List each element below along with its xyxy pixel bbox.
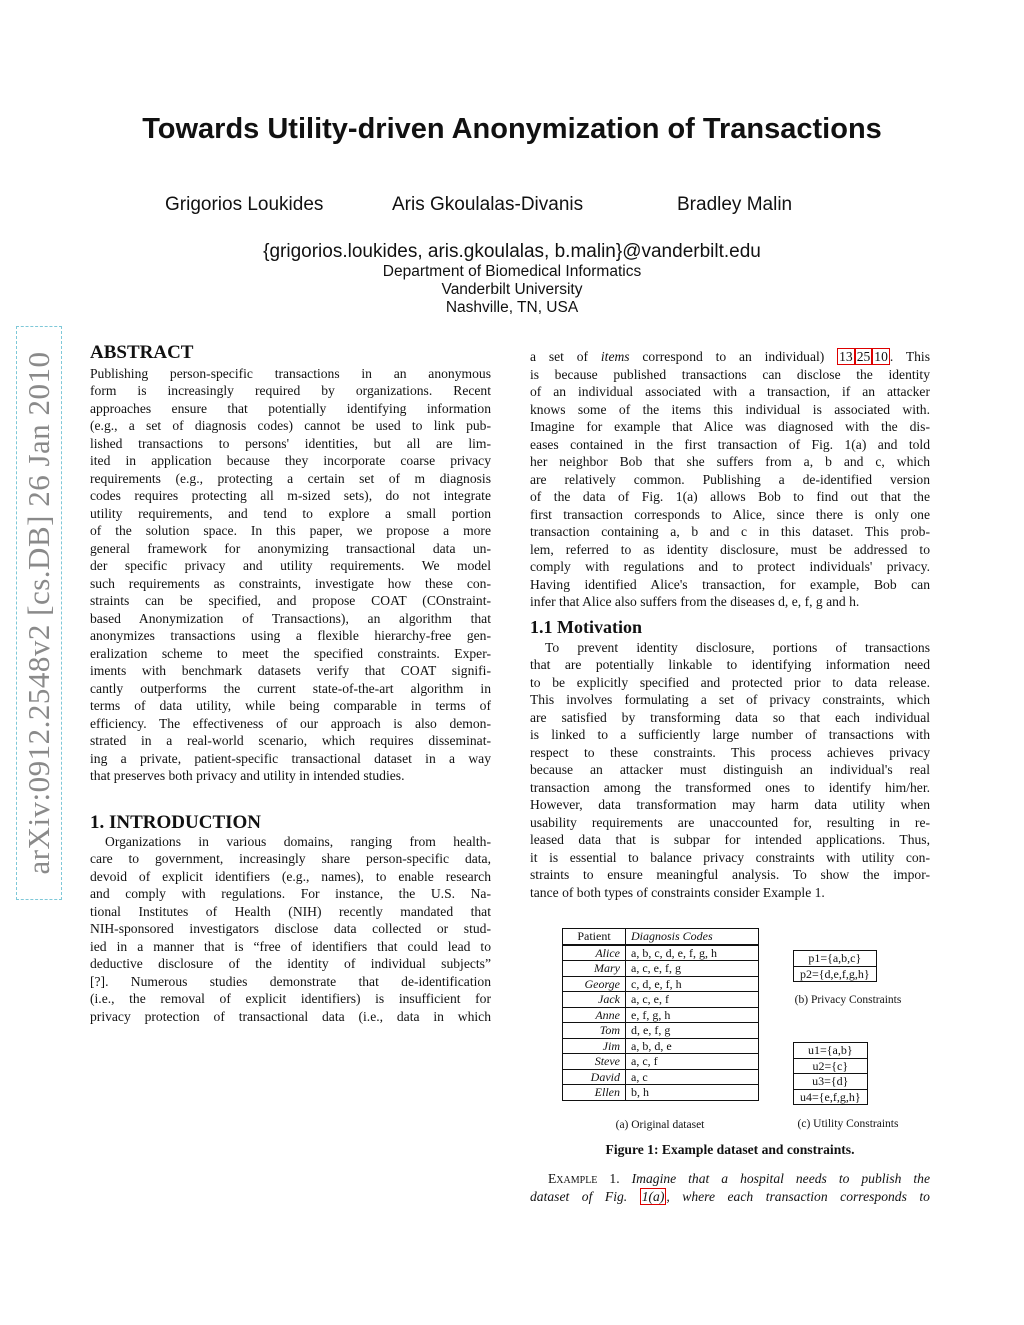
example-line-1 bbox=[530, 1170, 930, 1188]
intro-continued-line: knows some of the items this individual is associated with. bbox=[530, 401, 930, 417]
intro-continued-line: eases contained in the first transaction of Fig. 1(a) and told bbox=[530, 436, 930, 452]
abstract-line: strated in a real-world scenario, which requires disseminat- bbox=[90, 733, 491, 748]
diagnosis-codes: b, h bbox=[626, 1085, 759, 1101]
intro-continued-line-1: a set of items correspond to an individual) 13 25 10 . This bbox=[530, 349, 931, 364]
intro-continued-line: lem, referred to as identity disclosure, must be addressed to bbox=[530, 541, 930, 557]
patient-name: Jim bbox=[563, 1038, 626, 1054]
figure-1b-privacy bbox=[793, 950, 877, 982]
intro-continued-line: is because published transactions can disclose the identity bbox=[530, 366, 930, 382]
privacy-constraint-p1: p1={a,b,c} bbox=[794, 951, 877, 967]
patient-name: Alice bbox=[563, 945, 626, 961]
motivation-line: However, data transformation may harm data utility when bbox=[530, 797, 930, 812]
privacy-constraint-p2: p2={d,e,f,g,h} bbox=[794, 966, 877, 982]
affiliation-dept: Department of Biomedical Informatics bbox=[382, 263, 642, 280]
patient-name: Tom bbox=[563, 1023, 626, 1039]
intro-continued-line: Having identified Alice's transaction, for example, Bob can bbox=[530, 576, 930, 592]
abstract-line: requirements (e.g., protecting a certain set of m diagnosis bbox=[90, 470, 491, 486]
abstract-line: (e.g., a set of diagnosis codes) cannot be used to link pub- bbox=[90, 418, 491, 433]
diagnosis-codes: a, b, d, e bbox=[626, 1038, 759, 1054]
abstract-line: lished transactions to persons' identities, but all are lim- bbox=[90, 435, 491, 451]
motivation-line: leased data that is subpar for intended applications. Thus, bbox=[530, 832, 930, 847]
patient-name: Anne bbox=[563, 1007, 626, 1023]
example-1 bbox=[530, 1170, 930, 1205]
abstract-line: utility requirements, and tend to explore a small portion bbox=[90, 505, 491, 521]
motivation-body bbox=[530, 639, 930, 884]
intro-continued-line: transaction containing a, b and c in this dataset. This prob- bbox=[530, 524, 930, 539]
abstract-line: ing a private, patient-specific transactional dataset in a way bbox=[90, 750, 491, 766]
intro-continued-line: are relatively common. Publishing a de-identified version bbox=[530, 471, 930, 487]
abstract-line: anonymizes transactions using a flexible hierarchy-free gen- bbox=[90, 628, 491, 643]
abstract-line: approaches ensure that potentially identifying information bbox=[90, 400, 491, 416]
abstract-body bbox=[90, 365, 491, 768]
citation-13[interactable]: 13 bbox=[839, 349, 853, 364]
table-row bbox=[563, 1038, 759, 1054]
abstract-line: general framework for anonymizing transactional data un- bbox=[90, 540, 491, 556]
table-row bbox=[563, 945, 759, 961]
arxiv-sidebar bbox=[16, 326, 62, 900]
example-line-2 bbox=[530, 1188, 930, 1206]
table-row bbox=[563, 1069, 759, 1085]
line1-em: items bbox=[600, 349, 630, 364]
abstract-line: der specific privacy and utility requirements. We model bbox=[90, 558, 491, 573]
intro-continued-line: of the data of Fig. 1(a) allows Bob to find out that the bbox=[530, 489, 930, 504]
abstract-line: based Anonymization of Transactions), an algorithm that bbox=[90, 610, 491, 626]
diagnosis-codes: d, e, f, g bbox=[626, 1023, 759, 1039]
motivation-line: transaction among the transformed ones to identify him/her. bbox=[530, 779, 930, 795]
motivation-line: to be explicitly specified and protected prior to data release. bbox=[530, 674, 930, 690]
abstract-line: iments with benchmark datasets verify that COAT signifi- bbox=[90, 663, 491, 678]
abstract-last-line: that preserves both privacy and utility in intended studies. bbox=[90, 768, 405, 783]
abstract-line: terms of data utility, while being comparable in terms of bbox=[90, 698, 491, 713]
table-row bbox=[563, 992, 759, 1008]
introduction-body bbox=[90, 833, 491, 1026]
motivation-line: it is essential to balance privacy constraints with utility con- bbox=[530, 849, 930, 865]
intro-continued bbox=[530, 348, 930, 611]
introduction-line: Organizations in various domains, ranging from health- bbox=[105, 833, 491, 849]
motivation-line: that are potentially linkable to identifying information need bbox=[530, 657, 930, 672]
abstract-heading: ABSTRACT bbox=[90, 342, 194, 363]
table-row bbox=[563, 1085, 759, 1101]
motivation-last-line: tance of both types of constraints consider Example 1. bbox=[530, 884, 825, 900]
figure-1a-table bbox=[562, 928, 759, 1101]
figure-1c-utility bbox=[793, 1042, 868, 1105]
introduction-line: devoid of explicit identifiers (e.g., names), to enable research bbox=[90, 868, 491, 884]
introduction-line: care to government, increasingly share person-specific data, bbox=[90, 851, 491, 866]
abstract-line: form is increasingly required by organizations. Recent bbox=[90, 383, 491, 398]
caption-1a: (a) Original dataset bbox=[615, 1119, 705, 1131]
abstract-line: such requirements as constraints, investigate how these con- bbox=[90, 575, 491, 591]
introduction-section bbox=[90, 814, 491, 1025]
caption-1b: (b) Privacy Constraints bbox=[794, 994, 902, 1006]
abstract-line: efficiency. The effectiveness of our approach is also demon- bbox=[90, 715, 491, 731]
utility-constraint-u1: u1={a,b} bbox=[794, 1043, 868, 1059]
motivation-line: This involves formulating a set of privacy constraints, which bbox=[530, 692, 930, 707]
utility-constraint-u2: u2={c} bbox=[794, 1058, 868, 1074]
introduction-line: tional Institutes of Health (NIH) recently mandated that bbox=[90, 903, 491, 919]
introduction-line: deductive disclosure of the identity of individual subjects” bbox=[90, 956, 491, 971]
table-row bbox=[563, 1054, 759, 1070]
header-patient: Patient bbox=[563, 929, 626, 945]
author-2: Aris Gkoulalas-Divanis bbox=[392, 194, 584, 215]
motivation-line: respect to these constraints. This process achieves privacy bbox=[530, 744, 930, 760]
utility-constraint-u3: u3={d} bbox=[794, 1074, 868, 1090]
intro-continued-line: of an individual associated with a transaction, if an attacker bbox=[530, 384, 930, 399]
patient-name: Steve bbox=[563, 1054, 626, 1070]
table-row bbox=[563, 961, 759, 977]
patient-name: George bbox=[563, 976, 626, 992]
utility-constraint-u4: u4={e,f,g,h} bbox=[794, 1089, 868, 1105]
affiliation-univ: Vanderbilt University bbox=[441, 281, 583, 298]
diagnosis-codes: a, b, c, d, e, f, g, h bbox=[626, 945, 759, 961]
patient-name: David bbox=[563, 1069, 626, 1085]
diagnosis-codes: e, f, g, h bbox=[626, 1007, 759, 1023]
intro-continued-last-line: infer that Alice also suffers from the diseases d, e, f, g and h. bbox=[530, 594, 860, 609]
introduction-line: ied in a manner that is “free of identifiers that could lead to bbox=[90, 938, 491, 954]
abstract-line: codes requires protecting all m-sized sets), do not integrate bbox=[90, 488, 491, 503]
motivation-line: usability requirements are unaccounted for, resulting in re- bbox=[530, 814, 930, 830]
introduction-line: [?]. Numerous studies demonstrate that de-identification bbox=[90, 973, 491, 989]
intro-continued-line: her neighbor Bob that she suffers from a, b and c, which bbox=[530, 454, 930, 469]
citation-10[interactable]: 10 bbox=[874, 349, 888, 364]
introduction-line: NIH-sponsored investigators disclose data collected or stud- bbox=[90, 921, 491, 936]
figure-ref-1a[interactable]: 1(a) bbox=[641, 1188, 665, 1204]
example-text-2-post: , where each transaction corresponds to bbox=[666, 1188, 930, 1204]
introduction-line: (i.e., the removal of explicit identifiers) is insufficient for bbox=[90, 991, 491, 1006]
patient-name: Ellen bbox=[563, 1085, 626, 1101]
abstract-line: Publishing person-specific transactions in an anonymous bbox=[90, 365, 491, 381]
abstract-line: eralization scheme to meet the specified constraints. Exper- bbox=[90, 645, 491, 661]
intro-continued-line: Imagine for example that Alice was diagnosed with the dis- bbox=[530, 419, 930, 434]
citation-25[interactable]: 25 bbox=[856, 349, 871, 364]
line1-pre: a set of bbox=[530, 349, 601, 364]
example-number: 1. bbox=[609, 1171, 620, 1186]
diagnosis-codes: a, c bbox=[626, 1069, 759, 1085]
abstract-line: of the solution space. In this paper, we propose a more bbox=[90, 523, 491, 538]
arxiv-id: arXiv:0912.2548v2 [cs.DB] 26 Jan 2010 bbox=[21, 351, 56, 875]
author-3: Bradley Malin bbox=[677, 194, 793, 215]
example-text-1: Imagine that a hospital needs to publish the bbox=[631, 1171, 931, 1186]
header-diagnosis-codes: Diagnosis Codes bbox=[626, 929, 759, 945]
motivation-line: is linked to a sufficiently large number of transactions with bbox=[530, 727, 930, 742]
motivation-line: straints to ensure meaningful analysis. To show the impor- bbox=[530, 867, 930, 882]
author-emails: {grigorios.loukides, aris.gkoulalas, b.malin}@vanderbilt.edu bbox=[263, 241, 761, 262]
patient-name: Mary bbox=[563, 961, 626, 977]
motivation-line: are satisfied by transforming data so that each individual bbox=[530, 709, 930, 725]
abstract-line: cantly outperforms the current state-of-the-art algorithm in bbox=[90, 680, 491, 696]
abstract-section bbox=[90, 344, 491, 785]
intro-continued-line: comply with regulations and to protect individuals' privacy. bbox=[530, 559, 930, 574]
author-1: Grigorios Loukides bbox=[165, 194, 324, 215]
abstract-line: ited in application because they incorporate coarse privacy bbox=[90, 453, 491, 468]
motivation-section bbox=[530, 619, 930, 901]
diagnosis-codes: c, d, e, f, h bbox=[626, 976, 759, 992]
caption-1c: (c) Utility Constraints bbox=[797, 1118, 899, 1130]
abstract-line: straints can be specified, and propose COAT (COnstraint- bbox=[90, 593, 491, 608]
line1-post: correspond to an individual) bbox=[629, 349, 838, 364]
figure-1-caption: Figure 1: Example dataset and constraints. bbox=[605, 1142, 855, 1157]
example-label: Example bbox=[548, 1171, 598, 1186]
table-row bbox=[563, 1023, 759, 1039]
introduction-line: and comply with regulations. For instance, the U.S. Na- bbox=[90, 886, 491, 901]
diagnosis-codes: a, c, e, f bbox=[626, 992, 759, 1008]
introduction-heading: 1. INTRODUCTION bbox=[90, 812, 262, 833]
diagnosis-codes: a, c, f bbox=[626, 1054, 759, 1070]
intro-continued-body bbox=[530, 366, 930, 594]
intro-continued-line: first transaction corresponds to Alice, since there is only one bbox=[530, 506, 930, 522]
motivation-heading: 1.1 Motivation bbox=[530, 617, 642, 637]
table-row bbox=[563, 976, 759, 992]
diagnosis-codes: a, c, e, f, g bbox=[626, 961, 759, 977]
patient-name: Jack bbox=[563, 992, 626, 1008]
example-text-2-pre: dataset of Fig. bbox=[530, 1188, 640, 1204]
paper-title: Towards Utility-driven Anonymization of Transactions bbox=[142, 113, 882, 145]
motivation-line: because an attacker must distinguish an individual's real bbox=[530, 762, 930, 777]
motivation-line: To prevent identity disclosure, portions of transactions bbox=[545, 639, 930, 655]
introduction-line: privacy protection of transactional data (i.e., data in which bbox=[90, 1008, 491, 1024]
affiliation-city: Nashville, TN, USA bbox=[445, 299, 579, 316]
table-row bbox=[563, 1007, 759, 1023]
